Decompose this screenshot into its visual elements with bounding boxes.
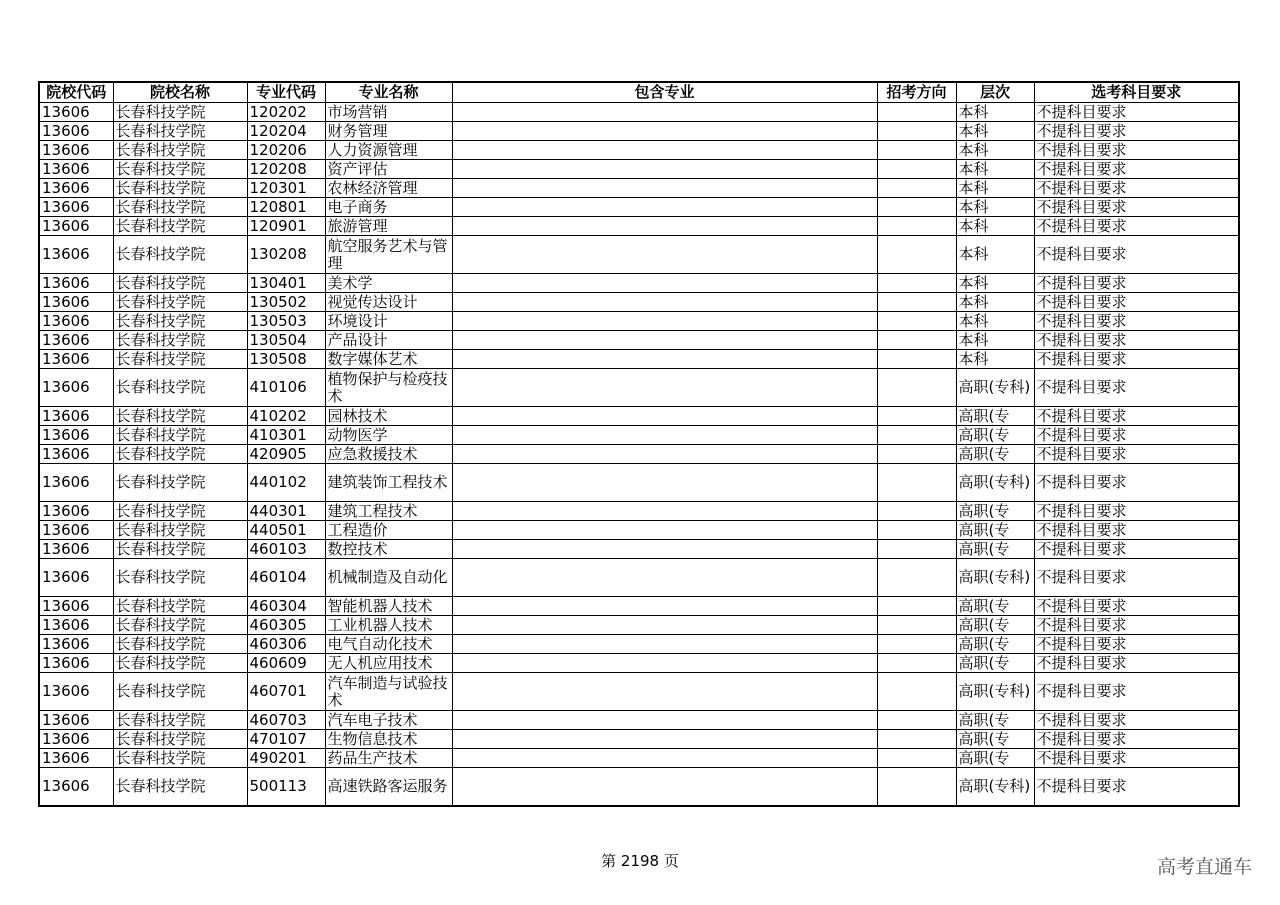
cell-major-code: 460306 (247, 635, 325, 654)
cell-included-majors (452, 654, 877, 673)
cell-major-name: 植物保护与检疫技术 (325, 369, 452, 407)
cell-level: 本科 (956, 236, 1034, 274)
cell-school-name: 长春科技学院 (113, 464, 247, 502)
header-subject-requirement: 选考科目要求 (1034, 82, 1239, 103)
table-row (39, 426, 1239, 445)
cell-direction (877, 445, 956, 464)
cell-major-name: 建筑工程技术 (325, 502, 452, 521)
cell-major-code: 130208 (247, 236, 325, 274)
cell-included-majors (452, 160, 877, 179)
cell-school-name: 长春科技学院 (113, 369, 247, 407)
cell-school-code: 13606 (39, 369, 113, 407)
cell-direction (877, 198, 956, 217)
table-row (39, 312, 1239, 331)
cell-major-name: 动物医学 (325, 426, 452, 445)
cell-included-majors (452, 103, 877, 122)
cell-level: 高职(专 (956, 635, 1034, 654)
cell-school-code: 13606 (39, 236, 113, 274)
cell-level: 高职(专 (956, 654, 1034, 673)
cell-included-majors (452, 350, 877, 369)
cell-major-name: 数控技术 (325, 540, 452, 559)
page-number: 第 2198 页 (601, 852, 679, 870)
cell-direction (877, 635, 956, 654)
cell-direction (877, 160, 956, 179)
cell-direction (877, 426, 956, 445)
cell-school-code: 13606 (39, 198, 113, 217)
cell-level: 高职(专科) (956, 559, 1034, 597)
cell-direction (877, 293, 956, 312)
cell-school-code: 13606 (39, 445, 113, 464)
cell-major-code: 130508 (247, 350, 325, 369)
cell-level: 本科 (956, 103, 1034, 122)
cell-subject-requirement: 不提科目要求 (1034, 730, 1239, 749)
cell-subject-requirement: 不提科目要求 (1034, 635, 1239, 654)
cell-school-code: 13606 (39, 616, 113, 635)
cell-major-name: 汽车电子技术 (325, 711, 452, 730)
cell-level: 本科 (956, 160, 1034, 179)
cell-major-name: 生物信息技术 (325, 730, 452, 749)
cell-major-code: 460104 (247, 559, 325, 597)
table-row (39, 730, 1239, 749)
table-row (39, 521, 1239, 540)
table-row (39, 141, 1239, 160)
table-row (39, 122, 1239, 141)
cell-level: 本科 (956, 179, 1034, 198)
cell-school-code: 13606 (39, 331, 113, 350)
cell-direction (877, 141, 956, 160)
cell-school-code: 13606 (39, 730, 113, 749)
table-row (39, 597, 1239, 616)
cell-major-code: 410202 (247, 407, 325, 426)
cell-level: 本科 (956, 312, 1034, 331)
cell-major-name: 航空服务艺术与管理 (325, 236, 452, 274)
cell-major-code: 440501 (247, 521, 325, 540)
cell-direction (877, 274, 956, 293)
cell-school-name: 长春科技学院 (113, 502, 247, 521)
table-row (39, 407, 1239, 426)
cell-major-code: 460701 (247, 673, 325, 711)
cell-subject-requirement: 不提科目要求 (1034, 673, 1239, 711)
table-row (39, 445, 1239, 464)
cell-included-majors (452, 369, 877, 407)
cell-direction (877, 711, 956, 730)
cell-school-code: 13606 (39, 540, 113, 559)
cell-included-majors (452, 502, 877, 521)
cell-major-code: 460103 (247, 540, 325, 559)
header-row (39, 82, 1239, 103)
cell-direction (877, 616, 956, 635)
header-direction: 招考方向 (877, 82, 956, 103)
cell-major-code: 460703 (247, 711, 325, 730)
cell-subject-requirement: 不提科目要求 (1034, 141, 1239, 160)
cell-major-name: 园林技术 (325, 407, 452, 426)
cell-subject-requirement: 不提科目要求 (1034, 217, 1239, 236)
cell-major-code: 120202 (247, 103, 325, 122)
cell-level: 高职(专 (956, 540, 1034, 559)
cell-major-code: 130503 (247, 312, 325, 331)
cell-level: 本科 (956, 274, 1034, 293)
table-row (39, 711, 1239, 730)
table-row (39, 198, 1239, 217)
cell-included-majors (452, 122, 877, 141)
cell-subject-requirement: 不提科目要求 (1034, 540, 1239, 559)
cell-major-name: 旅游管理 (325, 217, 452, 236)
cell-direction (877, 521, 956, 540)
cell-level: 高职(专 (956, 445, 1034, 464)
cell-direction (877, 768, 956, 806)
cell-included-majors (452, 464, 877, 502)
cell-major-code: 120206 (247, 141, 325, 160)
cell-direction (877, 369, 956, 407)
cell-direction (877, 103, 956, 122)
cell-school-code: 13606 (39, 160, 113, 179)
cell-major-code: 130502 (247, 293, 325, 312)
cell-level: 高职(专 (956, 711, 1034, 730)
cell-major-code: 440301 (247, 502, 325, 521)
cell-school-code: 13606 (39, 502, 113, 521)
cell-level: 高职(专 (956, 616, 1034, 635)
cell-subject-requirement: 不提科目要求 (1034, 749, 1239, 768)
cell-included-majors (452, 198, 877, 217)
cell-school-name: 长春科技学院 (113, 141, 247, 160)
cell-subject-requirement: 不提科目要求 (1034, 711, 1239, 730)
cell-major-code: 120901 (247, 217, 325, 236)
cell-school-name: 长春科技学院 (113, 730, 247, 749)
cell-subject-requirement: 不提科目要求 (1034, 350, 1239, 369)
cell-subject-requirement: 不提科目要求 (1034, 312, 1239, 331)
cell-level: 高职(专 (956, 521, 1034, 540)
cell-included-majors (452, 331, 877, 350)
cell-school-code: 13606 (39, 312, 113, 331)
cell-school-code: 13606 (39, 217, 113, 236)
table-row (39, 274, 1239, 293)
cell-level: 本科 (956, 350, 1034, 369)
cell-subject-requirement: 不提科目要求 (1034, 369, 1239, 407)
cell-level: 高职(专科) (956, 369, 1034, 407)
cell-major-name: 视觉传达设计 (325, 293, 452, 312)
cell-direction (877, 407, 956, 426)
cell-major-name: 美术学 (325, 274, 452, 293)
cell-school-name: 长春科技学院 (113, 217, 247, 236)
cell-school-name: 长春科技学院 (113, 122, 247, 141)
cell-school-name: 长春科技学院 (113, 654, 247, 673)
cell-level: 高职(专 (956, 426, 1034, 445)
cell-included-majors (452, 749, 877, 768)
table-row (39, 160, 1239, 179)
cell-school-name: 长春科技学院 (113, 236, 247, 274)
table-row (39, 749, 1239, 768)
table-row (39, 464, 1239, 502)
cell-subject-requirement: 不提科目要求 (1034, 521, 1239, 540)
table-row (39, 236, 1239, 274)
cell-direction (877, 540, 956, 559)
header-major-code: 专业代码 (247, 82, 325, 103)
cell-school-name: 长春科技学院 (113, 407, 247, 426)
cell-subject-requirement: 不提科目要求 (1034, 654, 1239, 673)
cell-level: 高职(专科) (956, 673, 1034, 711)
cell-school-name: 长春科技学院 (113, 673, 247, 711)
cell-major-code: 460305 (247, 616, 325, 635)
cell-included-majors (452, 559, 877, 597)
cell-school-code: 13606 (39, 521, 113, 540)
cell-major-code: 130504 (247, 331, 325, 350)
cell-direction (877, 749, 956, 768)
cell-included-majors (452, 312, 877, 331)
cell-level: 本科 (956, 141, 1034, 160)
cell-school-name: 长春科技学院 (113, 559, 247, 597)
cell-school-code: 13606 (39, 597, 113, 616)
cell-major-code: 120301 (247, 179, 325, 198)
cell-major-name: 工程造价 (325, 521, 452, 540)
cell-school-code: 13606 (39, 407, 113, 426)
cell-included-majors (452, 730, 877, 749)
cell-subject-requirement: 不提科目要求 (1034, 464, 1239, 502)
cell-level: 本科 (956, 293, 1034, 312)
table-row (39, 369, 1239, 407)
cell-major-name: 电气自动化技术 (325, 635, 452, 654)
cell-subject-requirement: 不提科目要求 (1034, 426, 1239, 445)
cell-major-code: 460304 (247, 597, 325, 616)
table-row (39, 673, 1239, 711)
table-row (39, 635, 1239, 654)
cell-direction (877, 502, 956, 521)
cell-included-majors (452, 540, 877, 559)
cell-major-name: 资产评估 (325, 160, 452, 179)
cell-school-code: 13606 (39, 426, 113, 445)
cell-school-name: 长春科技学院 (113, 540, 247, 559)
cell-major-name: 市场营销 (325, 103, 452, 122)
cell-subject-requirement: 不提科目要求 (1034, 331, 1239, 350)
cell-included-majors (452, 426, 877, 445)
cell-major-name: 高速铁路客运服务 (325, 768, 452, 806)
cell-level: 高职(专科) (956, 464, 1034, 502)
cell-school-name: 长春科技学院 (113, 293, 247, 312)
cell-school-code: 13606 (39, 559, 113, 597)
cell-major-name: 财务管理 (325, 122, 452, 141)
cell-school-code: 13606 (39, 654, 113, 673)
cell-major-name: 人力资源管理 (325, 141, 452, 160)
cell-major-code: 470107 (247, 730, 325, 749)
cell-major-name: 环境设计 (325, 312, 452, 331)
cell-school-code: 13606 (39, 673, 113, 711)
cell-school-name: 长春科技学院 (113, 274, 247, 293)
cell-included-majors (452, 673, 877, 711)
cell-school-name: 长春科技学院 (113, 749, 247, 768)
cell-school-name: 长春科技学院 (113, 521, 247, 540)
cell-included-majors (452, 407, 877, 426)
cell-subject-requirement: 不提科目要求 (1034, 445, 1239, 464)
cell-major-name: 药品生产技术 (325, 749, 452, 768)
cell-school-name: 长春科技学院 (113, 160, 247, 179)
cell-major-code: 130401 (247, 274, 325, 293)
cell-direction (877, 559, 956, 597)
cell-school-code: 13606 (39, 179, 113, 198)
cell-included-majors (452, 236, 877, 274)
cell-school-code: 13606 (39, 274, 113, 293)
cell-school-code: 13606 (39, 103, 113, 122)
cell-direction (877, 464, 956, 502)
cell-included-majors (452, 597, 877, 616)
cell-direction (877, 331, 956, 350)
cell-subject-requirement: 不提科目要求 (1034, 616, 1239, 635)
cell-direction (877, 597, 956, 616)
cell-school-name: 长春科技学院 (113, 426, 247, 445)
cell-included-majors (452, 711, 877, 730)
cell-direction (877, 236, 956, 274)
cell-major-code: 120801 (247, 198, 325, 217)
cell-school-name: 长春科技学院 (113, 179, 247, 198)
cell-included-majors (452, 179, 877, 198)
cell-major-code: 120208 (247, 160, 325, 179)
cell-school-code: 13606 (39, 635, 113, 654)
cell-major-code: 410106 (247, 369, 325, 407)
cell-school-name: 长春科技学院 (113, 635, 247, 654)
cell-subject-requirement: 不提科目要求 (1034, 103, 1239, 122)
cell-major-code: 460609 (247, 654, 325, 673)
cell-school-name: 长春科技学院 (113, 445, 247, 464)
cell-level: 本科 (956, 122, 1034, 141)
header-included-majors: 包含专业 (452, 82, 877, 103)
cell-subject-requirement: 不提科目要求 (1034, 160, 1239, 179)
cell-major-name: 智能机器人技术 (325, 597, 452, 616)
cell-major-name: 产品设计 (325, 331, 452, 350)
cell-level: 本科 (956, 198, 1034, 217)
cell-major-code: 120204 (247, 122, 325, 141)
cell-school-name: 长春科技学院 (113, 597, 247, 616)
cell-direction (877, 179, 956, 198)
cell-school-code: 13606 (39, 350, 113, 369)
cell-major-name: 农林经济管理 (325, 179, 452, 198)
cell-direction (877, 312, 956, 331)
header-school-code: 院校代码 (39, 82, 113, 103)
cell-major-name: 电子商务 (325, 198, 452, 217)
cell-major-code: 410301 (247, 426, 325, 445)
cell-school-name: 长春科技学院 (113, 312, 247, 331)
cell-included-majors (452, 445, 877, 464)
cell-school-name: 长春科技学院 (113, 711, 247, 730)
cell-level: 本科 (956, 217, 1034, 236)
cell-major-code: 490201 (247, 749, 325, 768)
cell-school-code: 13606 (39, 122, 113, 141)
cell-subject-requirement: 不提科目要求 (1034, 559, 1239, 597)
cell-level: 本科 (956, 331, 1034, 350)
cell-included-majors (452, 616, 877, 635)
header-major-name: 专业名称 (325, 82, 452, 103)
cell-subject-requirement: 不提科目要求 (1034, 122, 1239, 141)
cell-school-name: 长春科技学院 (113, 331, 247, 350)
cell-included-majors (452, 141, 877, 160)
cell-school-code: 13606 (39, 768, 113, 806)
table-row (39, 217, 1239, 236)
cell-school-name: 长春科技学院 (113, 350, 247, 369)
admission-table (38, 81, 1240, 807)
cell-direction (877, 673, 956, 711)
cell-major-name: 汽车制造与试验技术 (325, 673, 452, 711)
table-row (39, 540, 1239, 559)
cell-included-majors (452, 293, 877, 312)
table-row (39, 179, 1239, 198)
cell-school-name: 长春科技学院 (113, 616, 247, 635)
cell-school-name: 长春科技学院 (113, 768, 247, 806)
cell-direction (877, 217, 956, 236)
cell-major-code: 420905 (247, 445, 325, 464)
cell-major-code: 500113 (247, 768, 325, 806)
cell-subject-requirement: 不提科目要求 (1034, 274, 1239, 293)
cell-school-code: 13606 (39, 464, 113, 502)
cell-level: 高职(专 (956, 749, 1034, 768)
table-row (39, 768, 1239, 806)
cell-school-code: 13606 (39, 141, 113, 160)
cell-direction (877, 122, 956, 141)
cell-major-name: 应急救援技术 (325, 445, 452, 464)
cell-direction (877, 350, 956, 369)
cell-subject-requirement: 不提科目要求 (1034, 293, 1239, 312)
header-level: 层次 (956, 82, 1034, 103)
cell-school-name: 长春科技学院 (113, 198, 247, 217)
cell-school-name: 长春科技学院 (113, 103, 247, 122)
table-row (39, 331, 1239, 350)
cell-subject-requirement: 不提科目要求 (1034, 502, 1239, 521)
cell-school-code: 13606 (39, 749, 113, 768)
cell-school-code: 13606 (39, 293, 113, 312)
cell-direction (877, 730, 956, 749)
cell-major-code: 440102 (247, 464, 325, 502)
table-body (39, 103, 1239, 806)
cell-included-majors (452, 521, 877, 540)
table-row (39, 654, 1239, 673)
cell-level: 高职(专科) (956, 768, 1034, 806)
cell-subject-requirement: 不提科目要求 (1034, 597, 1239, 616)
table-row (39, 559, 1239, 597)
cell-subject-requirement: 不提科目要求 (1034, 236, 1239, 274)
table-row (39, 616, 1239, 635)
cell-level: 高职(专 (956, 597, 1034, 616)
cell-major-name: 无人机应用技术 (325, 654, 452, 673)
cell-major-name: 数字媒体艺术 (325, 350, 452, 369)
cell-included-majors (452, 635, 877, 654)
cell-included-majors (452, 768, 877, 806)
watermark: 高考直通车 (1156, 856, 1252, 878)
header-school-name: 院校名称 (113, 82, 247, 103)
cell-level: 高职(专 (956, 502, 1034, 521)
cell-direction (877, 654, 956, 673)
cell-major-name: 建筑装饰工程技术 (325, 464, 452, 502)
cell-major-name: 机械制造及自动化 (325, 559, 452, 597)
table-row (39, 502, 1239, 521)
cell-subject-requirement: 不提科目要求 (1034, 179, 1239, 198)
cell-subject-requirement: 不提科目要求 (1034, 198, 1239, 217)
cell-major-name: 工业机器人技术 (325, 616, 452, 635)
cell-included-majors (452, 217, 877, 236)
table-row (39, 350, 1239, 369)
cell-included-majors (452, 274, 877, 293)
cell-level: 高职(专 (956, 730, 1034, 749)
cell-level: 高职(专 (956, 407, 1034, 426)
table-row (39, 103, 1239, 122)
table-row (39, 293, 1239, 312)
cell-subject-requirement: 不提科目要求 (1034, 407, 1239, 426)
cell-subject-requirement: 不提科目要求 (1034, 768, 1239, 806)
cell-school-code: 13606 (39, 711, 113, 730)
